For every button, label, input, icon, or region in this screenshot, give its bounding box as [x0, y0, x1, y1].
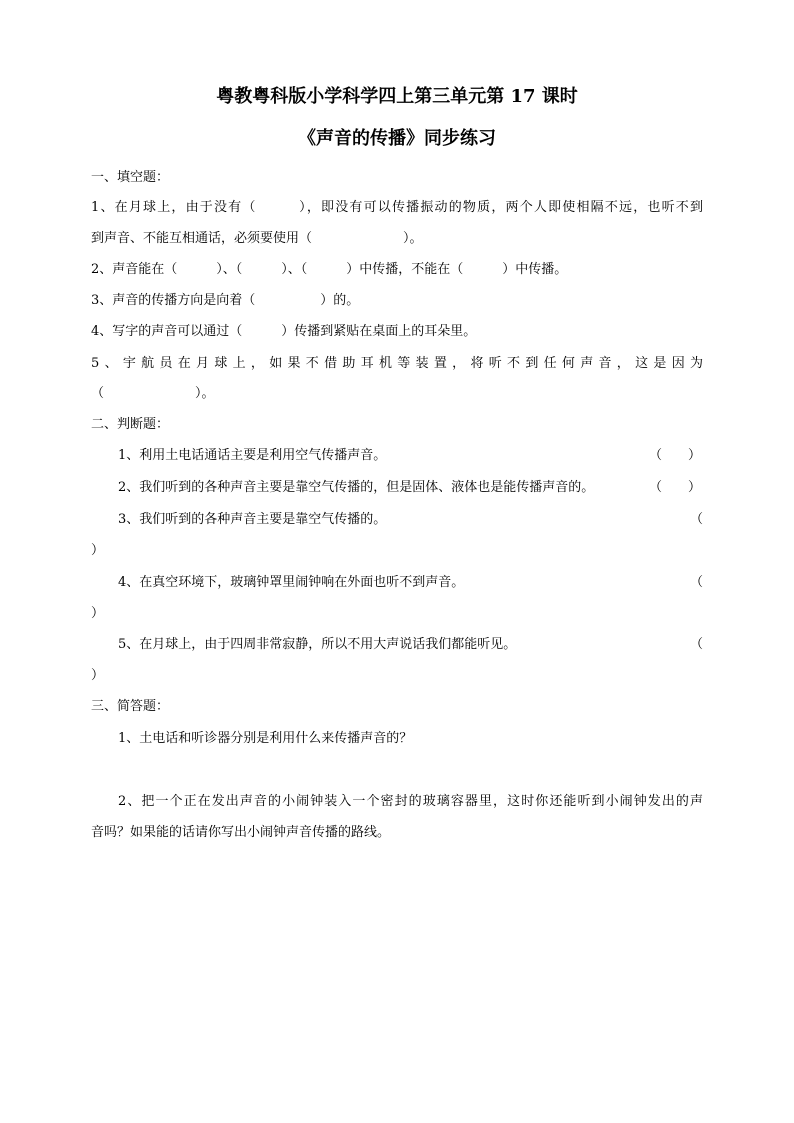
fill-blank-q3: 3、声音的传播方向是向着（ ）的。 [91, 293, 360, 308]
judge-q3-paren-open: （ [690, 512, 704, 527]
section-short-answer-heading: 三、简答题： [91, 699, 170, 714]
judge-q4-paren-open: （ [690, 575, 704, 590]
fill-blank-q2: 2、声音能在（ ）、（ ）、（ ）中传播，不能在（ ）中传播。 [91, 262, 568, 277]
judge-q5-paren-open: （ [690, 637, 704, 652]
section-fill-blank-heading: 一、填空题： [91, 170, 170, 185]
fill-blank-q5-line1: 5、宇航员在月球上，如果不借助耳机等装置，将听不到任何声音，这是因为 [91, 356, 703, 371]
judge-q2-answer-paren: （ ） [649, 480, 702, 495]
judge-q5-paren-close: ） [91, 668, 105, 683]
short-answer-q2-line2: 音吗？如果能的话请你写出小闹钟声音传播的路线。 [91, 825, 391, 840]
judge-q1: 1、利用土电话通话主要是利用空气传播声音。 [118, 448, 387, 463]
page-title: 粤教粤科版小学科学四上第三单元第 17 课时 [216, 86, 578, 107]
fill-blank-q1-line2: 到声音、不能互相通话，必须要使用（ ）。 [91, 231, 423, 246]
short-answer-q1: 1、土电话和听诊器分别是利用什么来传播声音的？ [118, 731, 413, 746]
fill-blank-q1-line1: 1、在月球上，由于没有（ ），即没有可以传播振动的物质，两个人即使相隔不远，也听不到 [91, 200, 703, 215]
short-answer-q2-line1: 2、把一个正在发出声音的小闹钟装入一个密封的玻璃容器里，这时你还能听到小闹钟发出的声 [118, 794, 703, 809]
section-judge-heading: 二、判断题： [91, 417, 170, 432]
page-subtitle: 《声音的传播》同步练习 [298, 128, 496, 149]
fill-blank-q5-line2: （ ）。 [91, 386, 215, 401]
judge-q4-paren-close: ） [91, 606, 105, 621]
fill-blank-q4: 4、写字的声音可以通过（ ）传播到紧贴在桌面上的耳朵里。 [91, 324, 477, 339]
judge-q4: 4、在真空环境下，玻璃钟罩里闹钟响在外面也听不到声音。 [118, 575, 465, 590]
judge-q2: 2、我们听到的各种声音主要是靠空气传播的，但是固体、液体也是能传播声音的。 [118, 480, 595, 495]
judge-q3-paren-close: ） [91, 543, 105, 558]
judge-q5: 5、在月球上，由于四周非常寂静，所以不用大声说话我们都能听见。 [118, 637, 517, 652]
judge-q3: 3、我们听到的各种声音主要是靠空气传播的。 [118, 512, 387, 527]
judge-q1-answer-paren: （ ） [649, 448, 702, 463]
